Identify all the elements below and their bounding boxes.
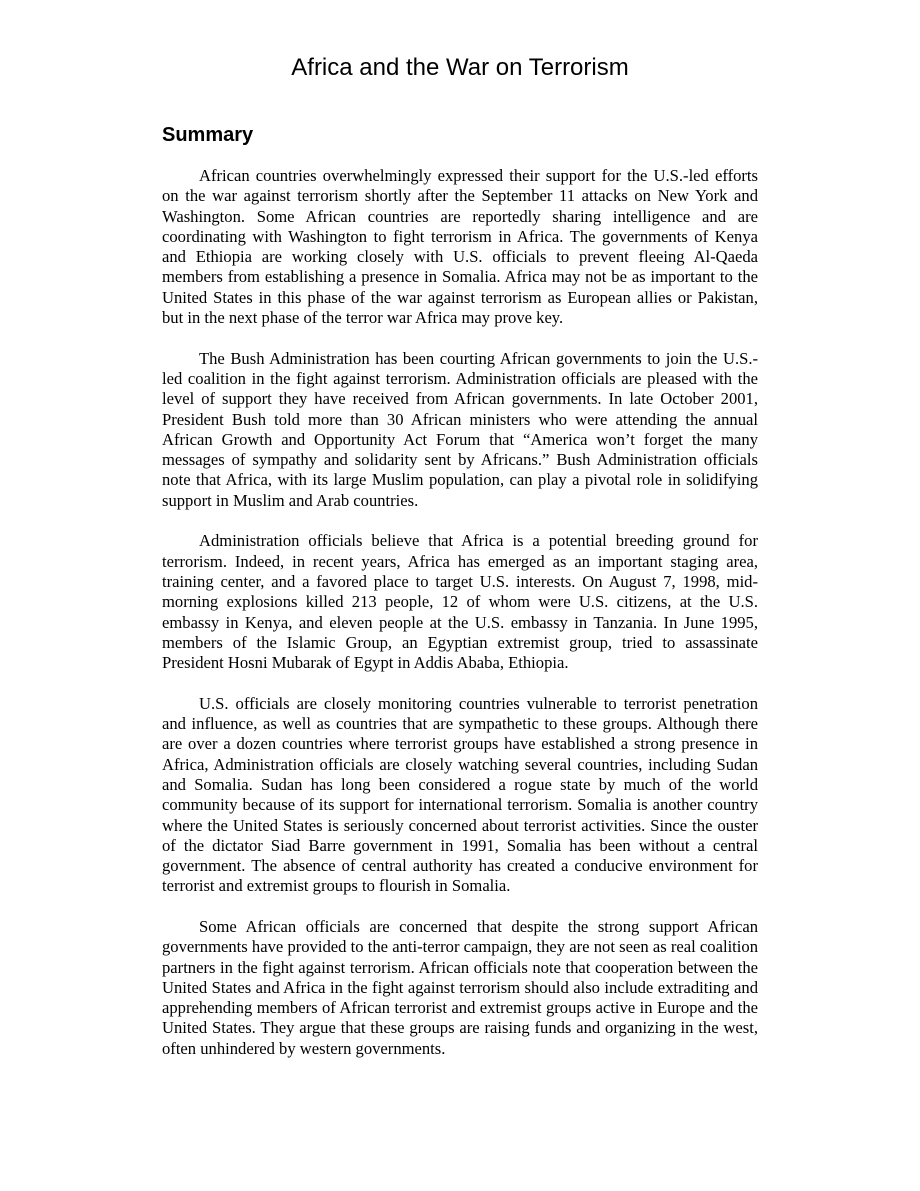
summary-paragraph: African countries overwhelmingly expressed their support for the U.S.-led efforts on the war against terrorism shortly after the September 11 attacks on New York and Washington. Some African countries are reportedly sharing intelligence and are coordinating with Washington to fight terrorism in Africa. The governments of Kenya and Ethiopia are working closely with U.S. officials to prevent fleeing Al-Qaeda members from establishing a presence in Somalia. Africa may not be as important to the United States in this phase of the war against terrorism as European allies or Pakistan, but in the next phase of the terror war Africa may prove key. xyxy=(162,166,758,328)
summary-body xyxy=(162,166,758,1079)
section-heading-summary: Summary xyxy=(162,124,254,146)
summary-paragraph: Administration officials believe that Africa is a potential breeding ground for terrorism. Indeed, in recent years, Africa has emerged as an important staging area, training center, and a favored place to target U.S. interests. On August 7, 1998, mid-morning explosions killed 213 people, 12 of whom were U.S. citizens, at the U.S. embassy in Kenya, and eleven people at the U.S. embassy in Tanzania. In June 1995, members of the Islamic Group, an Egyptian extremist group, tried to assassinate President Hosni Mubarak of Egypt in Addis Ababa, Ethiopia. xyxy=(162,531,758,673)
summary-paragraph: U.S. officials are closely monitoring countries vulnerable to terrorist penetration and influence, as well as countries that are sympathetic to these groups. Although there are over a dozen countries where terrorist groups have established a strong presence in Africa, Administration officials are closely watching several countries, including Sudan and Somalia. Sudan has long been considered a rogue state by much of the world community because of its support for international terrorism. Somalia is another country where the United States is seriously concerned about terrorist activities. Since the ouster of the dictator Siad Barre government in 1991, Somalia has been without a central government. The absence of central authority has created a conducive environment for terrorist and extremist groups to flourish in Somalia. xyxy=(162,693,758,896)
summary-paragraph: The Bush Administration has been courting African governments to join the U.S.-led coalition in the fight against terrorism. Administration officials are pleased with the level of support they have received from African governments. In late October 2001, President Bush told more than 30 African ministers who were attending the annual African Growth and Opportunity Act Forum that “America won’t forget the many messages of sympathy and solidarity sent by Africans.” Bush Administration officials note that Africa, with its large Muslim population, can play a pivotal role in solidifying support in Muslim and Arab countries. xyxy=(162,348,758,510)
document-title: Africa and the War on Terrorism xyxy=(291,54,629,81)
summary-paragraph: Some African officials are concerned that despite the strong support African governments have provided to the anti-terror campaign, they are not seen as real coalition partners in the fight against terrorism. African officials note that cooperation between the United States and Africa in the fight against terrorism should also include extraditing and apprehending members of African terrorist and extremist groups active in Europe and the United States. They argue that these groups are raising funds and organizing in the west, often unhindered by western governments. xyxy=(162,916,758,1058)
